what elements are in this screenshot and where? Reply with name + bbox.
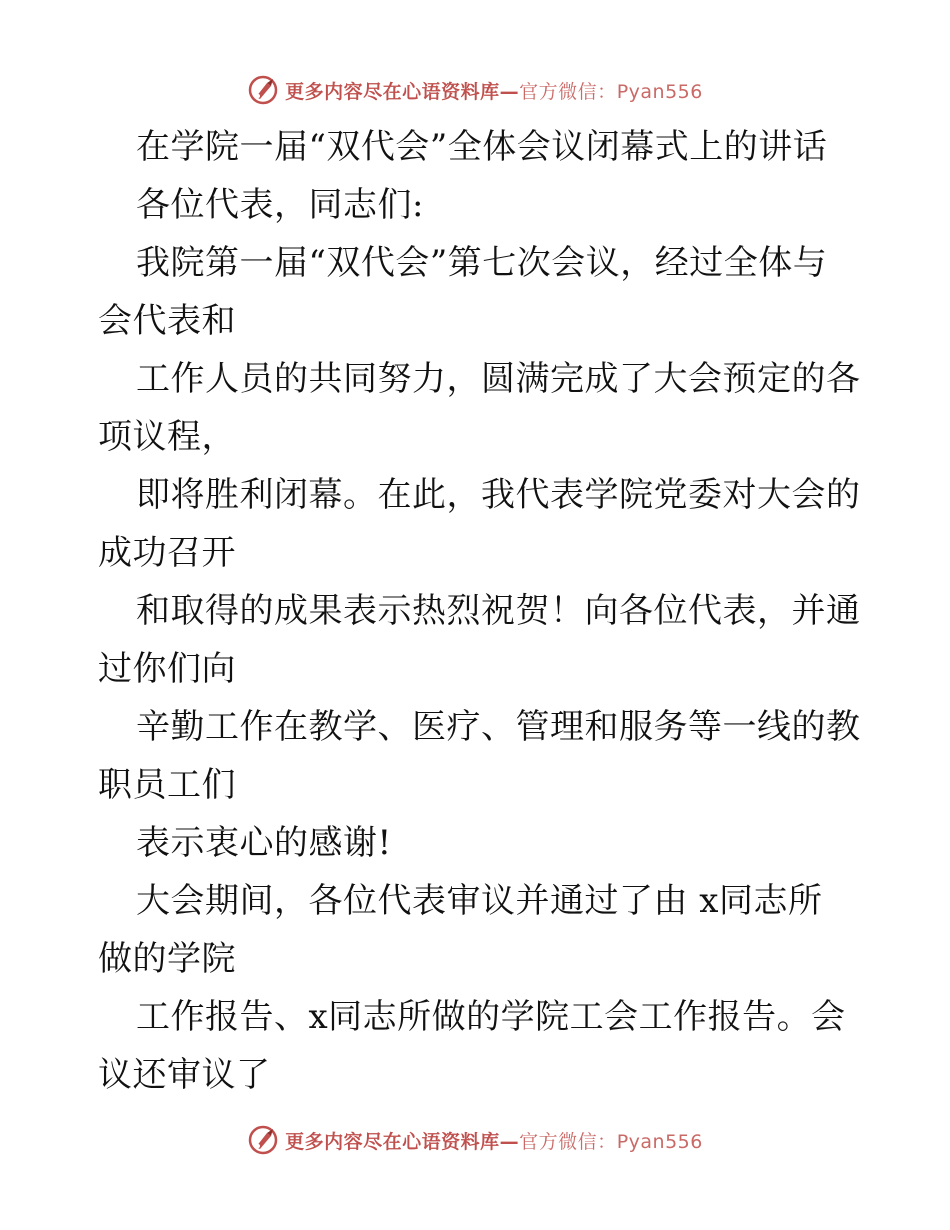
document-title: 在学院一届“双代会”全体会议闭幕式上的讲话	[136, 127, 828, 167]
document-body	[98, 118, 861, 1104]
text-line: 即将胜利闭幕。在此，我代表学院党委对大会的	[136, 475, 861, 515]
header-watermark	[0, 70, 950, 110]
text-line: 职员工们	[98, 765, 236, 805]
text-line: 过你们向	[98, 649, 236, 689]
text-line: 会代表和	[98, 301, 236, 341]
text-line: 表示衷心的感谢!	[136, 823, 392, 863]
quill-seal-icon	[247, 1124, 279, 1156]
text-line: 和取得的成果表示热烈祝贺！向各位代表，并通	[136, 591, 861, 631]
watermark-text: 更多内容尽在心语资料库—官方微信：Pyan556	[285, 80, 703, 103]
quill-seal-icon	[247, 74, 279, 106]
text-line: 做的学院	[98, 939, 236, 979]
text-line: 成功召开	[98, 533, 236, 573]
text-line: 各位代表，同志们:	[136, 185, 424, 225]
text-line: 项议程，	[98, 417, 236, 457]
text-line: 我院第一届“双代会”第七次会议，经过全体与	[136, 243, 828, 283]
text-line: 辛勤工作在教学、医疗、管理和服务等一线的教	[136, 707, 861, 747]
text-line: 大会期间，各位代表审议并通过了由 x同志所	[136, 881, 823, 921]
watermark-text: 更多内容尽在心语资料库—官方微信：Pyan556	[285, 1130, 703, 1153]
text-line: 工作人员的共同努力，圆满完成了大会预定的各	[136, 359, 861, 399]
text-line: 议还审议了	[98, 1055, 271, 1095]
footer-watermark	[0, 1120, 950, 1160]
text-line: 工作报告、x同志所做的学院工会工作报告。会	[136, 997, 846, 1037]
